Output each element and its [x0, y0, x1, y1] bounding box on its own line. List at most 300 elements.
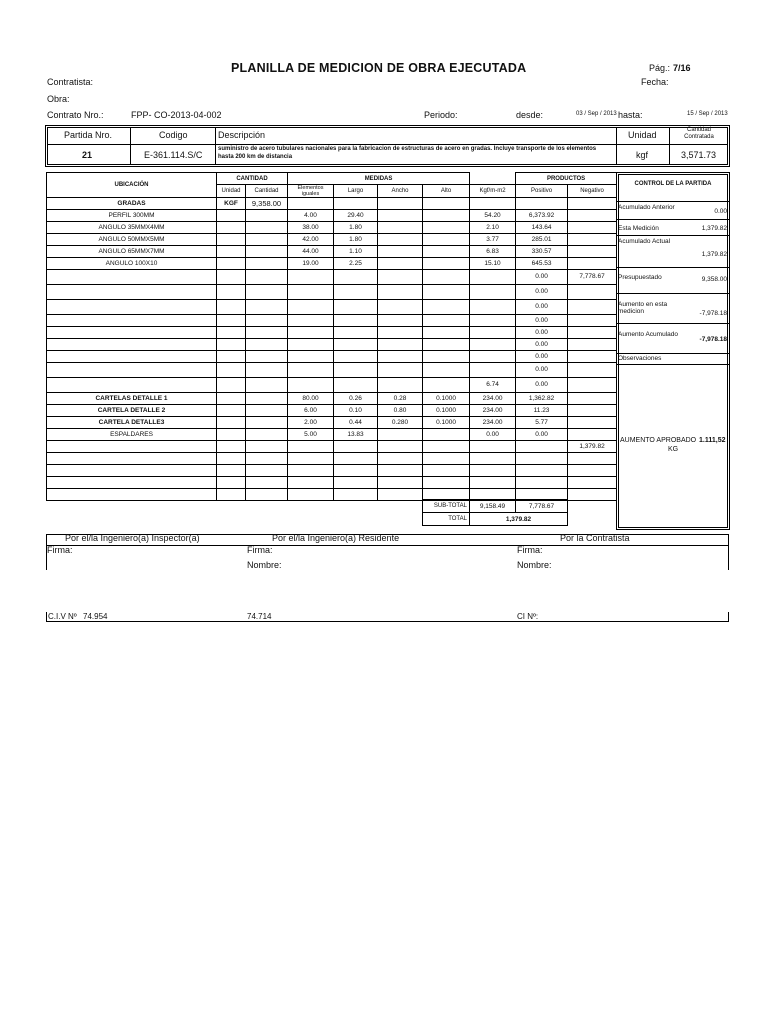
kgf-cell [470, 351, 516, 363]
largo-cell: 1.10 [334, 246, 378, 258]
negativo-cell [568, 429, 617, 441]
unidad-cell [217, 285, 246, 300]
negativo-cell [568, 222, 617, 234]
positivo-cell: 6,373.92 [516, 210, 568, 222]
cantidad-cell [246, 339, 288, 351]
positivo-cell: 11.23 [516, 405, 568, 417]
page-title: PLANILLA DE MEDICION DE OBRA EJECUTADA [231, 61, 527, 75]
largo-cell [334, 378, 378, 393]
ancho-cell [378, 222, 423, 234]
cantidad-cell [246, 285, 288, 300]
ci-contratista-label: CI Nº: [517, 612, 539, 621]
largo-cell [334, 441, 378, 453]
largo-cell [334, 285, 378, 300]
cantidad-cell [246, 477, 288, 489]
ancho-col-header: Ancho [378, 185, 423, 198]
presupuestado-label: Presupuestado [618, 274, 662, 281]
acum-actual-label: Acumulado Actual [618, 238, 671, 245]
positivo-cell: 0.00 [516, 327, 568, 339]
alto-cell [423, 198, 470, 210]
kgf-cell: 0.00 [470, 429, 516, 441]
largo-cell: 1.80 [334, 234, 378, 246]
descripcion-value: suministro de acero tubulares nacionales para la fabricacion de estructuras de acero en gradas. Incluye transporte de los elementos hasta 200 km de distancia [218, 146, 597, 160]
unidad-cell [217, 489, 246, 501]
positivo-cell: 0.00 [516, 285, 568, 300]
elementos-cell: 2.00 [288, 417, 334, 429]
positivo-cell: 645.53 [516, 258, 568, 270]
largo-cell [334, 327, 378, 339]
negativo-cell [568, 465, 617, 477]
cantidad-cell [246, 405, 288, 417]
table-row [47, 405, 617, 417]
elementos-cell: 38.00 [288, 222, 334, 234]
elementos-cell: 44.00 [288, 246, 334, 258]
ancho-cell [378, 210, 423, 222]
elementos-cell [288, 489, 334, 501]
unidad-cell [217, 222, 246, 234]
page-number-label: Pág.: [649, 63, 671, 73]
firma-residente-label: Firma: [247, 545, 273, 555]
kgf-cell [470, 453, 516, 465]
elementos-cell [288, 453, 334, 465]
hasta-value: 15 / Sep / 2013 [687, 111, 728, 117]
subtotal-negativo: 7,778.67 [516, 500, 568, 513]
desde-label: desde: [516, 110, 544, 120]
alto-cell [423, 477, 470, 489]
kgf-cell [470, 300, 516, 315]
unidad-cell [217, 246, 246, 258]
total-label: TOTAL [423, 513, 470, 526]
observaciones-label: Observaciones [618, 355, 662, 362]
nombre-residente-label: Nombre: [247, 560, 282, 570]
table-row [47, 198, 617, 210]
ubicacion-cell [47, 453, 217, 465]
positivo-cell: 285.01 [516, 234, 568, 246]
negativo-cell [568, 477, 617, 489]
ancho-cell [378, 300, 423, 315]
cantidad-cell [246, 327, 288, 339]
ancho-cell: 0.28 [378, 393, 423, 405]
positivo-col-header: Positivo [516, 185, 568, 198]
alto-cell [423, 465, 470, 477]
aumento-acum-value: -7,978.18 [699, 336, 727, 343]
signature-bottom-line [46, 621, 728, 622]
cantidad-cell [246, 378, 288, 393]
positivo-cell: 0.00 [516, 429, 568, 441]
elementos-cell [288, 441, 334, 453]
ubicacion-cell [47, 378, 217, 393]
unidad-cell: KGF [217, 198, 246, 210]
negativo-cell [568, 339, 617, 351]
ubicacion-cell [47, 327, 217, 339]
largo-cell: 29.40 [334, 210, 378, 222]
table-row [47, 300, 617, 315]
largo-cell [334, 198, 378, 210]
firma-inspector-label: Firma: [47, 545, 73, 555]
partida-col-divider [215, 127, 216, 164]
ubicacion-cell [47, 363, 217, 378]
negativo-cell [568, 258, 617, 270]
aumento-aprobado-label: AUMENTO APROBADO [620, 437, 697, 444]
cantidad-cell: 9,358.00 [246, 198, 288, 210]
ubicacion-cell: CARTELAS DETALLE 1 [47, 393, 217, 405]
ancho-cell [378, 489, 423, 501]
unidad-cell [217, 300, 246, 315]
unidad-cell [217, 270, 246, 285]
negativo-cell: 7,778.67 [568, 270, 617, 285]
contratista-label: Contratista: [47, 77, 94, 87]
elementos-cell [288, 198, 334, 210]
ubicacion-cell: ESPALDARES [47, 429, 217, 441]
largo-cell: 0.44 [334, 417, 378, 429]
alto-cell [423, 270, 470, 285]
elementos-cell [288, 285, 334, 300]
elementos-cell [288, 477, 334, 489]
kgf-cell [470, 477, 516, 489]
obra-label: Obra: [47, 94, 70, 104]
table-row [47, 378, 617, 393]
table-row [47, 429, 617, 441]
unidad-cell [217, 258, 246, 270]
ancho-cell [378, 465, 423, 477]
kgf-cell: 2.10 [470, 222, 516, 234]
aumento-aprobado-unit: KG [668, 446, 679, 453]
positivo-cell: 0.00 [516, 270, 568, 285]
table-row [47, 465, 617, 477]
cantidad-cell [246, 300, 288, 315]
ancho-cell [378, 441, 423, 453]
ancho-cell: 0.80 [378, 405, 423, 417]
unidad-cell [217, 393, 246, 405]
negativo-cell [568, 327, 617, 339]
ancho-cell [378, 285, 423, 300]
table-row [47, 315, 617, 327]
unidad-cell [217, 363, 246, 378]
ancho-cell [378, 378, 423, 393]
positivo-cell: 143.64 [516, 222, 568, 234]
ubicacion-cell: CARTELA DETALLE3 [47, 417, 217, 429]
subtotal-label: SUB-TOTAL [423, 500, 470, 513]
unidad-cell [217, 339, 246, 351]
alto-cell [423, 453, 470, 465]
unidad-col-header: Unidad [217, 185, 246, 198]
negativo-cell [568, 393, 617, 405]
elementos-cell: 19.00 [288, 258, 334, 270]
ancho-cell [378, 327, 423, 339]
alto-cell [423, 327, 470, 339]
negativo-cell [568, 285, 617, 300]
cantidad-cell [246, 393, 288, 405]
ancho-cell [378, 453, 423, 465]
cantidad-cell [246, 429, 288, 441]
cantidad-cell [246, 270, 288, 285]
positivo-cell: 0.00 [516, 315, 568, 327]
largo-cell [334, 270, 378, 285]
civ-residente-value: 74.714 [247, 612, 272, 621]
elementos-cell [288, 363, 334, 378]
ubicacion-cell [47, 351, 217, 363]
esta-medicion-value: 1,379.82 [701, 225, 727, 232]
aumento-medicion-label: Aumento en esta medicion [618, 301, 668, 315]
alto-cell: 0.1000 [423, 417, 470, 429]
ubicacion-cell [47, 300, 217, 315]
ubicacion-cell [47, 477, 217, 489]
alto-cell [423, 378, 470, 393]
alto-cell [423, 315, 470, 327]
positivo-cell [516, 453, 568, 465]
negativo-col-header: Negativo [568, 185, 617, 198]
elementos-cell [288, 465, 334, 477]
table-row [47, 270, 617, 285]
positivo-cell: 330.57 [516, 246, 568, 258]
cantidad-cell [246, 417, 288, 429]
alto-cell [423, 429, 470, 441]
cantidad-col-header: Cantidad [246, 185, 288, 198]
unidad-cell [217, 477, 246, 489]
ubicacion-cell: ANGULO 35MMX4MM [47, 222, 217, 234]
ubicacion-cell: CARTELA DETALLE 2 [47, 405, 217, 417]
unidad-cell [217, 234, 246, 246]
civ-label: C.I.V Nº [48, 612, 77, 621]
ubicacion-cell: ANGULO 50MMX5MM [47, 234, 217, 246]
kgf-cell [470, 285, 516, 300]
positivo-cell: 0.00 [516, 363, 568, 378]
kgf-cell [470, 465, 516, 477]
alto-cell [423, 234, 470, 246]
largo-cell [334, 363, 378, 378]
productos-header: PRODUCTOS [516, 173, 617, 185]
cantidad-cell [246, 246, 288, 258]
kgf-cell [470, 441, 516, 453]
kgf-cell [470, 339, 516, 351]
hasta-label: hasta: [618, 110, 643, 120]
table-row [47, 258, 617, 270]
positivo-cell: 0.00 [516, 351, 568, 363]
ubicacion-cell: GRADAS [47, 198, 217, 210]
cantidad-cell [246, 315, 288, 327]
periodo-label: Periodo: [424, 110, 458, 120]
alto-cell [423, 246, 470, 258]
ancho-cell [378, 477, 423, 489]
negativo-cell [568, 351, 617, 363]
largo-cell: 13.83 [334, 429, 378, 441]
positivo-cell: 5.77 [516, 417, 568, 429]
negativo-cell [568, 234, 617, 246]
kgf-cell: 234.00 [470, 417, 516, 429]
table-row [47, 285, 617, 300]
elementos-cell [288, 351, 334, 363]
ancho-cell [378, 315, 423, 327]
positivo-cell: 1,362.82 [516, 393, 568, 405]
alto-cell [423, 363, 470, 378]
ancho-cell [378, 429, 423, 441]
unidad-cell [217, 429, 246, 441]
cantidad-cell [246, 351, 288, 363]
positivo-cell [516, 465, 568, 477]
alto-cell [423, 339, 470, 351]
contrato-label: Contrato Nro.: [47, 110, 104, 120]
negativo-cell [568, 198, 617, 210]
alto-cell [423, 258, 470, 270]
medicion-table [46, 172, 617, 501]
partida-number: 21 [82, 150, 93, 160]
kgf-cell: 6.83 [470, 246, 516, 258]
negativo-cell [568, 210, 617, 222]
elementos-cell [288, 327, 334, 339]
alto-cell [423, 300, 470, 315]
kgf-col-header: Kgf/m-m2 [470, 185, 516, 198]
unidad-cell [217, 351, 246, 363]
positivo-cell: 0.00 [516, 300, 568, 315]
alto-cell: 0.1000 [423, 405, 470, 417]
contrato-value: FPP- CO-2013-04-002 [131, 110, 222, 120]
negativo-cell [568, 315, 617, 327]
firma-contratista-label: Firma: [517, 545, 543, 555]
kgf-cell: 54.20 [470, 210, 516, 222]
kgf-cell [470, 315, 516, 327]
largo-cell [334, 477, 378, 489]
aumento-aprobado-value: 1.111,52 [699, 437, 726, 444]
cantidad-cell [246, 489, 288, 501]
ubicacion-cell [47, 285, 217, 300]
cantidad-cell [246, 453, 288, 465]
esta-medicion-label: Esta Medición [618, 225, 659, 232]
kgf-cell: 234.00 [470, 405, 516, 417]
negativo-cell [568, 363, 617, 378]
elementos-cell: 42.00 [288, 234, 334, 246]
civ-value: 74.954 [83, 612, 108, 621]
negativo-cell [568, 453, 617, 465]
kgf-cell: 15.10 [470, 258, 516, 270]
unidad-cell [217, 441, 246, 453]
alto-cell [423, 441, 470, 453]
ubicacion-cell [47, 270, 217, 285]
ubicacion-cell [47, 465, 217, 477]
partida-col-divider [616, 127, 617, 164]
ancho-cell [378, 198, 423, 210]
alto-cell: 0.1000 [423, 393, 470, 405]
unidad-cell [217, 453, 246, 465]
largo-cell: 0.26 [334, 393, 378, 405]
positivo-cell [516, 477, 568, 489]
nombre-contratista-label: Nombre: [517, 560, 552, 570]
ubicacion-header: UBICACIÓN [47, 173, 217, 198]
aumento-medicion-value: -7,978.18 [699, 310, 727, 317]
elementos-cell [288, 270, 334, 285]
largo-cell [334, 351, 378, 363]
unidad-cell [217, 465, 246, 477]
largo-cell [334, 339, 378, 351]
ancho-cell [378, 270, 423, 285]
cantidad-cell [246, 363, 288, 378]
page-number: 7/16 [673, 63, 691, 73]
ancho-cell [378, 339, 423, 351]
control-panel-inner [618, 174, 728, 528]
acum-anterior-label: Acumulado Anterior [618, 204, 675, 211]
kgf-cell [470, 270, 516, 285]
positivo-cell [516, 441, 568, 453]
fecha-label: Fecha: [641, 77, 669, 87]
ancho-cell [378, 246, 423, 258]
medidas-header: MEDIDAS [288, 173, 470, 185]
kgf-cell: 6.74 [470, 378, 516, 393]
largo-cell [334, 489, 378, 501]
cantidad-cell [246, 258, 288, 270]
largo-cell [334, 453, 378, 465]
totals-table [422, 499, 618, 526]
subtotal-positivo: 9,158.49 [470, 500, 516, 513]
cantidad-header: CANTIDAD [217, 173, 288, 185]
residente-heading: Por el/la Ingeniero(a) Residente [272, 533, 400, 543]
table-row [47, 393, 617, 405]
cantidad-cell [246, 222, 288, 234]
elementos-cell [288, 378, 334, 393]
ancho-cell [378, 351, 423, 363]
largo-col-header: Largo [334, 185, 378, 198]
ancho-cell [378, 234, 423, 246]
aumento-acum-label: Aumento Acumulado [618, 331, 678, 338]
desde-value: 03 / Sep / 2013 [576, 111, 617, 117]
largo-cell [334, 465, 378, 477]
control-title: CONTROL DE LA PARTIDA [634, 181, 712, 187]
presupuestado-value: 9,358.00 [701, 276, 727, 283]
elementos-cell [288, 300, 334, 315]
elementos-cell [288, 315, 334, 327]
ancho-cell [378, 363, 423, 378]
alto-cell [423, 222, 470, 234]
table-row [47, 246, 617, 258]
largo-cell: 2.25 [334, 258, 378, 270]
negativo-cell [568, 417, 617, 429]
elementos-cell: 5.00 [288, 429, 334, 441]
table-row [47, 234, 617, 246]
ancho-cell [378, 258, 423, 270]
table-row [47, 453, 617, 465]
elementos-col-header: Elementos iguales [288, 185, 334, 198]
unidad-cell [217, 315, 246, 327]
alto-cell [423, 285, 470, 300]
unidad-cell [217, 327, 246, 339]
positivo-cell: 0.00 [516, 339, 568, 351]
cantidad-contratada-header: Cantidad Contratada [684, 127, 714, 140]
cantidad-cell [246, 441, 288, 453]
ubicacion-cell [47, 339, 217, 351]
kgf-cell [470, 327, 516, 339]
table-row [47, 351, 617, 363]
largo-cell: 1.80 [334, 222, 378, 234]
cantidad-cell [246, 210, 288, 222]
table-row [47, 417, 617, 429]
table-row [47, 441, 617, 453]
table-row [47, 339, 617, 351]
table-row [47, 477, 617, 489]
partida-col-divider [669, 127, 670, 164]
kgf-cell: 234.00 [470, 393, 516, 405]
inspector-heading: Por el/la Ingeniero(a) Inspector(a) [65, 533, 200, 543]
unidad-cell [217, 405, 246, 417]
positivo-cell: 0.00 [516, 378, 568, 393]
codigo-value: E-361.114.S/C [144, 150, 203, 160]
partida-divider [47, 144, 727, 145]
kgf-cell [470, 363, 516, 378]
kgf-cell [470, 198, 516, 210]
acum-anterior-value: 0.00 [714, 208, 727, 215]
alto-col-header: Alto [423, 185, 470, 198]
largo-cell [334, 315, 378, 327]
elementos-cell: 80.00 [288, 393, 334, 405]
negativo-cell [568, 378, 617, 393]
elementos-cell [288, 339, 334, 351]
